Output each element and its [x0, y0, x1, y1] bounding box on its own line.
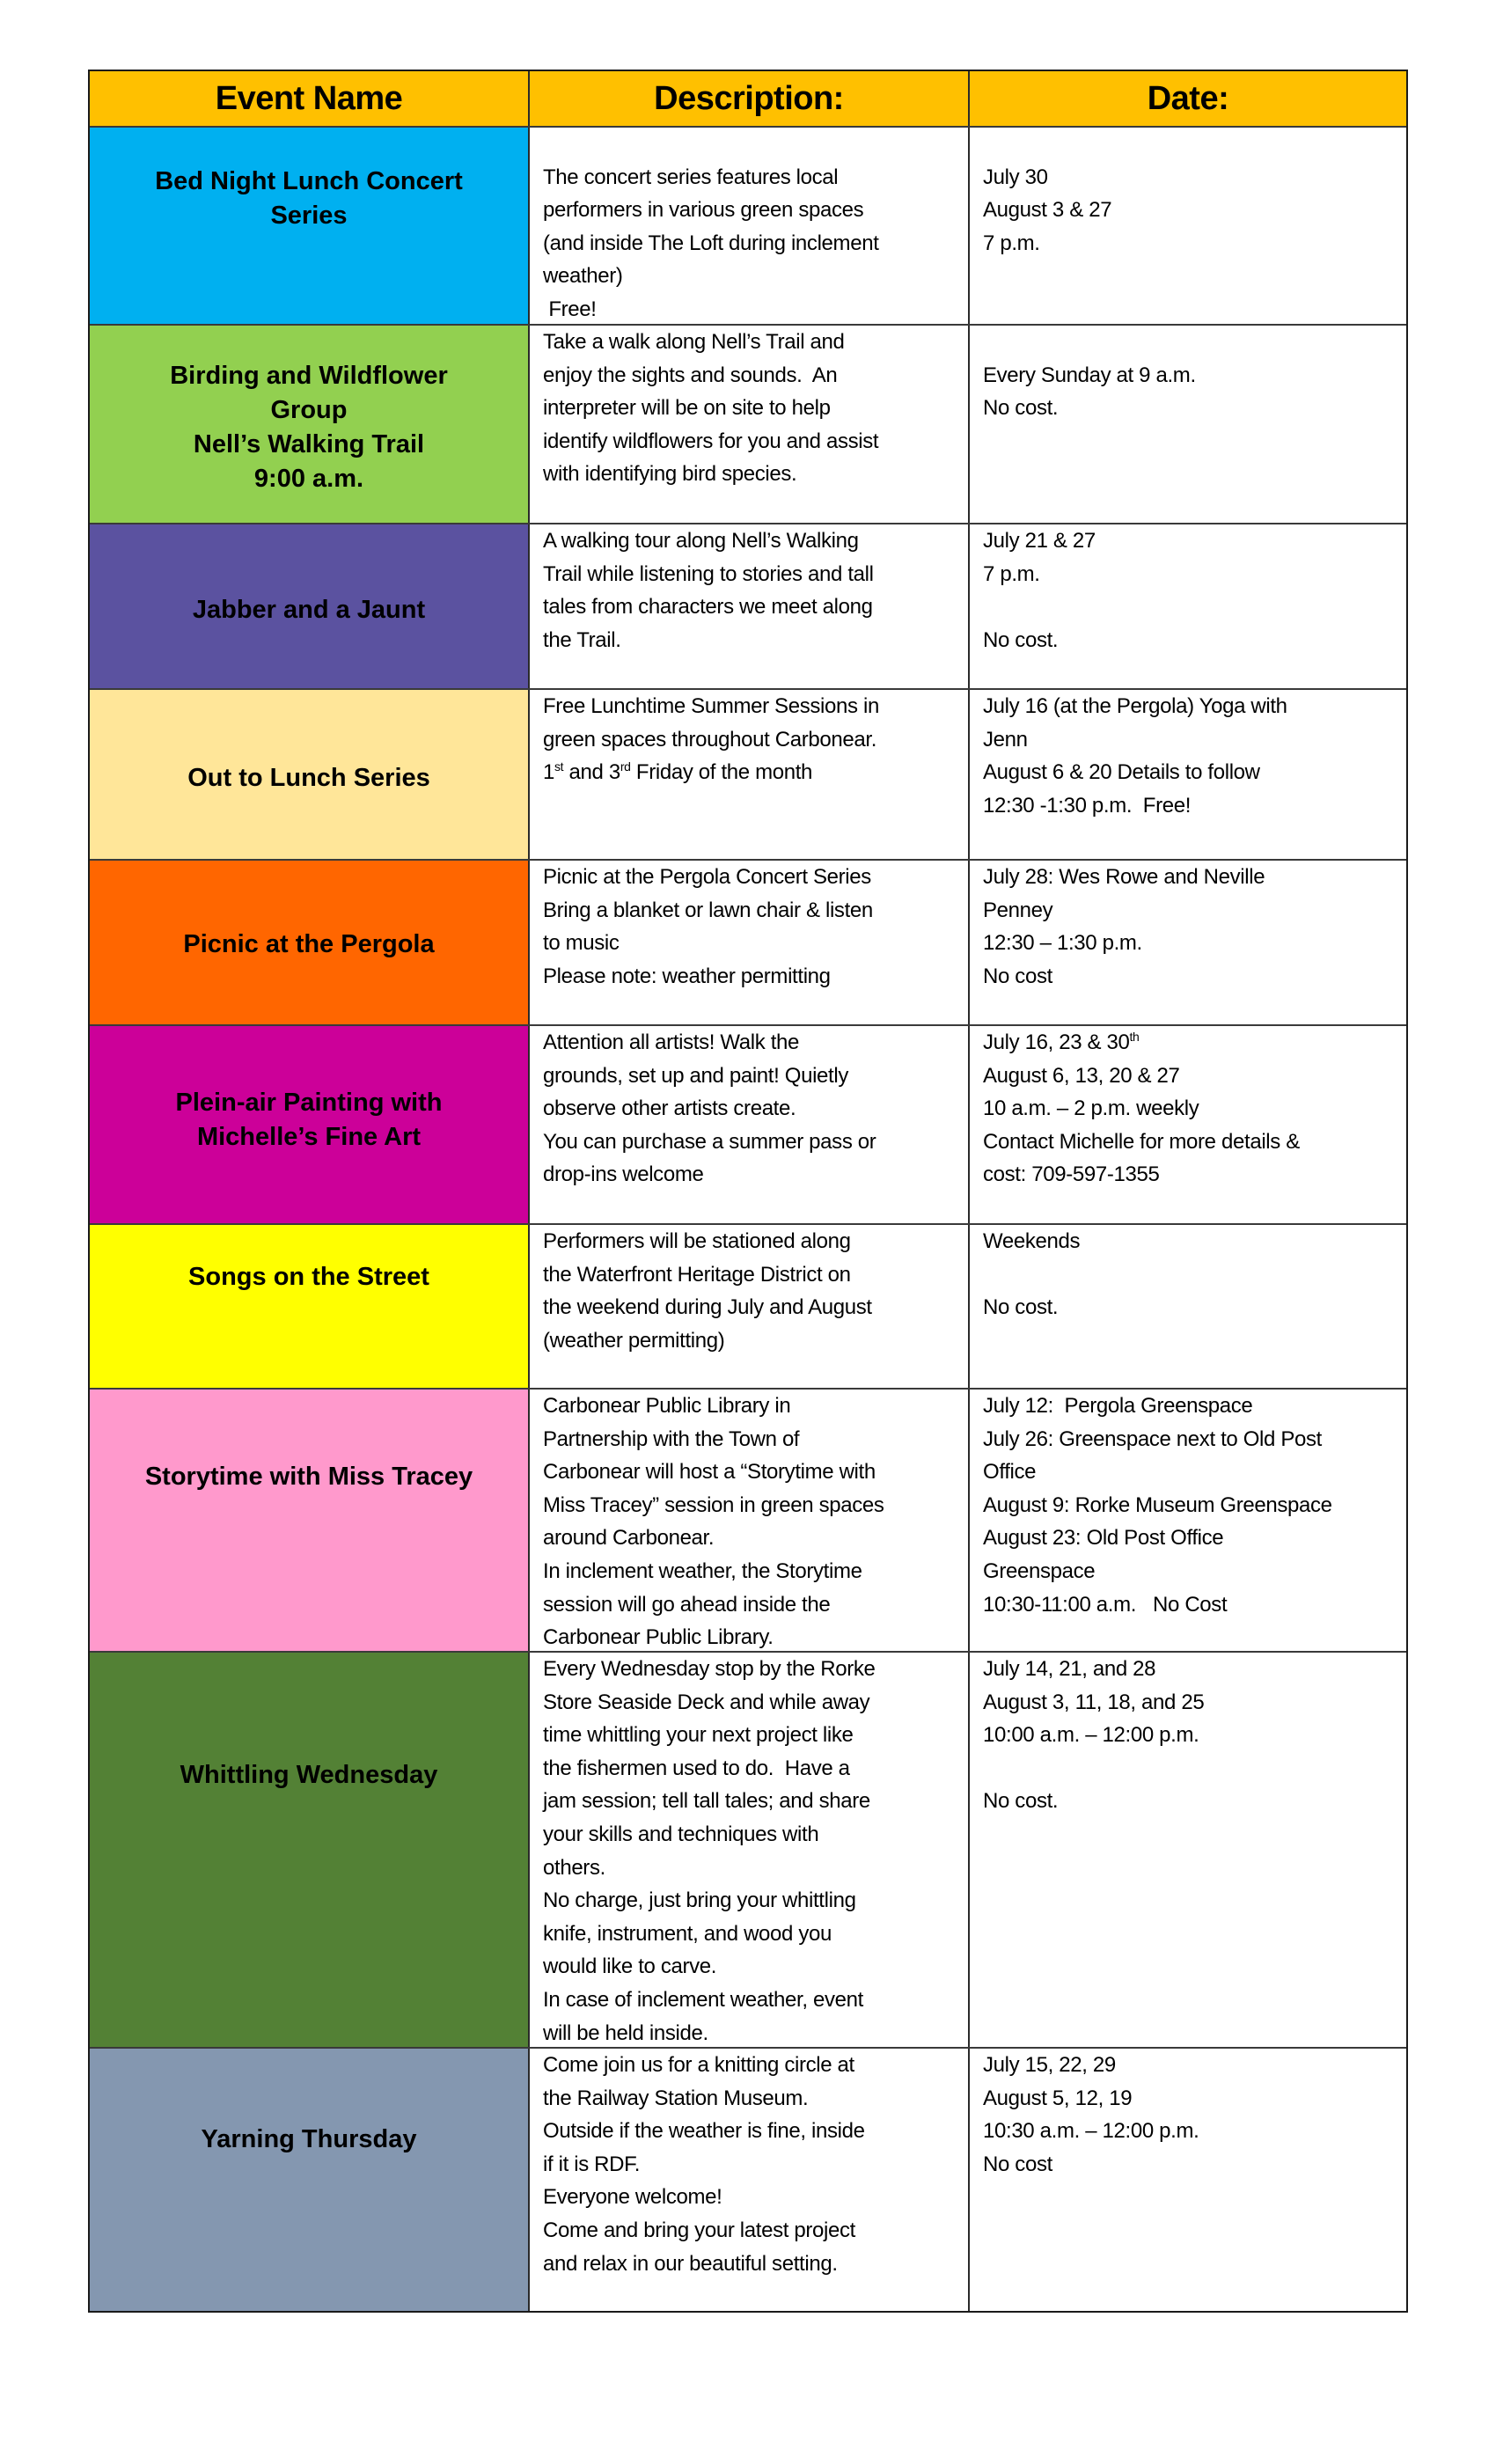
description-line: Free! [543, 297, 597, 321]
event-name-line: Jabber and a Jaunt [192, 596, 426, 624]
table-row [90, 859, 1406, 1024]
date-line: July 14, 21, and 28 [983, 1657, 1156, 1681]
date-line: 10 a.m. – 2 p.m. weekly [983, 1096, 1199, 1121]
date-line: Penney [983, 898, 1053, 922]
event-name-line: Songs on the Street [188, 1263, 429, 1291]
description-line: Carbonear will host a “Storytime with [543, 1460, 876, 1485]
table-row [90, 1388, 1406, 1651]
event-name [90, 1086, 528, 1155]
event-date [970, 2049, 1406, 2311]
description-line: No charge, just bring your whittling [543, 1888, 856, 1913]
date-line: August 5, 12, 19 [983, 2086, 1133, 2110]
event-date [970, 128, 1406, 324]
description-line: your skills and techniques with [543, 1822, 819, 1846]
description-line: others. [543, 1855, 605, 1880]
event-date [970, 1026, 1406, 1223]
date-line: No cost. [983, 396, 1059, 421]
description-line: (weather permitting) [543, 1328, 725, 1353]
description-line: the Railway Station Museum. [543, 2086, 809, 2110]
date-line: 10:00 a.m. – 12:00 p.m. [983, 1723, 1199, 1748]
date-line: No cost. [983, 627, 1059, 652]
date-line: July 12: Pergola Greenspace [983, 1394, 1253, 1418]
event-name [90, 1460, 528, 1494]
table-row [90, 1651, 1406, 2047]
description-line: Trail while listening to stories and tall [543, 561, 874, 586]
date-line [983, 128, 1397, 161]
date-line: Every Sunday at 9 a.m. [983, 363, 1196, 387]
description-line: interpreter will be on site to help [543, 396, 831, 421]
event-name-line: Nell’s Walking Trail [193, 430, 425, 458]
description-line: identify wildflowers for you and assist [543, 429, 879, 453]
event-name [90, 928, 528, 962]
event-name-cell [90, 861, 530, 1024]
description-line: A walking tour along Nell’s Walking [543, 529, 859, 553]
header-date: Date: [1147, 79, 1229, 117]
date-line: July 15, 22, 29 [983, 2053, 1116, 2077]
description-line: observe other artists create. [543, 1096, 796, 1121]
event-name-line: Michelle’s Fine Art [196, 1123, 422, 1151]
date-line: July 16, 23 & 30th [983, 1030, 1140, 1054]
table-row [90, 688, 1406, 859]
description-line: The concert series features local [543, 165, 839, 189]
description-line: In inclement weather, the Storytime [543, 1558, 862, 1583]
description-line: Picnic at the Pergola Concert Series [543, 865, 871, 889]
events-table [88, 70, 1408, 2313]
description-line: with identifying bird species. [543, 462, 797, 487]
description-line: time whittling your next project like [543, 1723, 854, 1748]
event-description [530, 524, 970, 688]
date-line: July 30 [983, 165, 1048, 189]
event-name [90, 761, 528, 796]
event-description [530, 861, 970, 1024]
event-name-cell [90, 1026, 530, 1223]
date-line: No cost. [983, 1789, 1059, 1814]
header-event-name: Event Name [90, 71, 530, 126]
date-line: Contact Michelle for more details & [983, 1129, 1300, 1154]
date-line: 7 p.m. [983, 561, 1040, 586]
table-row [90, 324, 1406, 523]
description-line: jam session; tell tall tales; and share [543, 1789, 870, 1814]
event-name-cell [90, 1653, 530, 2047]
description-line: green spaces throughout Carbonear. [543, 727, 877, 752]
event-name-line: Out to Lunch Series [187, 764, 430, 792]
date-line [983, 590, 1397, 624]
date-line: August 9: Rorke Museum Greenspace [983, 1492, 1332, 1517]
event-name-line: Bed Night Lunch Concert [155, 167, 463, 195]
description-line: Outside if the weather is fine, inside [543, 2119, 865, 2144]
description-line: enjoy the sights and sounds. An [543, 363, 838, 387]
description-line: performers in various green spaces [543, 198, 864, 223]
description-line: if it is RDF. [543, 2152, 641, 2176]
description-line: Partnership with the Town of [543, 1426, 800, 1451]
event-date [970, 326, 1406, 523]
table-header-row [90, 71, 1406, 126]
description-line: the weekend during July and August [543, 1295, 872, 1320]
date-line: cost: 709-597-1355 [983, 1162, 1160, 1187]
description-line: (and inside The Loft during inclement [543, 231, 879, 255]
date-line: No cost. [983, 1295, 1059, 1320]
event-name [90, 593, 528, 627]
header-description: Description: [530, 71, 970, 126]
event-description [530, 1225, 970, 1388]
event-date [970, 1390, 1406, 1651]
description-line: 1st and 3rd Friday of the month [543, 759, 813, 785]
event-description [530, 690, 970, 859]
description-line: Come and bring your latest project [543, 2218, 855, 2242]
description-line: Take a walk along Nell’s Trail and [543, 330, 845, 354]
description-line: will be held inside. [543, 2020, 708, 2045]
description-line: In case of inclement weather, event [543, 1987, 863, 2012]
date-line: 12:30 – 1:30 p.m. [983, 931, 1142, 956]
date-line: Jenn [983, 727, 1028, 752]
description-line: Attention all artists! Walk the [543, 1030, 800, 1054]
description-line: Carbonear Public Library in [543, 1394, 791, 1418]
date-line: 7 p.m. [983, 231, 1040, 255]
table-row [90, 523, 1406, 688]
event-name-line: Picnic at the Pergola [183, 930, 435, 958]
date-line [983, 326, 1397, 359]
event-description [530, 128, 970, 324]
description-line: Carbonear Public Library. [543, 1625, 774, 1650]
event-name [90, 359, 528, 496]
event-name-line: Whittling Wednesday [180, 1761, 438, 1789]
event-name-cell [90, 2049, 530, 2311]
table-row [90, 1223, 1406, 1388]
date-line: July 16 (at the Pergola) Yoga with [983, 694, 1287, 718]
description-line: knife, instrument, and wood you [543, 1921, 832, 1946]
description-line: the Trail. [543, 627, 621, 652]
event-description [530, 2049, 970, 2311]
event-name-cell [90, 1225, 530, 1388]
event-name-line: Series [270, 202, 348, 230]
date-line: No cost [983, 2152, 1052, 2176]
date-line: No cost [983, 964, 1052, 988]
event-name-line: Plein-air Painting with [175, 1089, 443, 1117]
event-name-line: Storytime with Miss Tracey [144, 1463, 473, 1491]
date-line: Office [983, 1460, 1037, 1485]
event-description [530, 1026, 970, 1223]
table-row [90, 2047, 1406, 2311]
event-name-line: Yarning Thursday [201, 2125, 417, 2153]
description-line: the Waterfront Heritage District on [543, 1262, 851, 1287]
event-date [970, 861, 1406, 1024]
event-name-line: 9:00 a.m. [253, 465, 364, 493]
date-line: August 3, 11, 18, and 25 [983, 1690, 1205, 1714]
description-line: grounds, set up and paint! Quietly [543, 1063, 848, 1088]
date-line: 12:30 -1:30 p.m. Free! [983, 793, 1192, 818]
description-line: You can purchase a summer pass or [543, 1129, 876, 1154]
event-name-cell [90, 1390, 530, 1651]
event-description [530, 1390, 970, 1651]
description-line: tales from characters we meet along [543, 595, 873, 620]
event-name [90, 2123, 528, 2157]
event-date [970, 1653, 1406, 2047]
description-line: Miss Tracey” session in green spaces [543, 1492, 884, 1517]
date-line: 10:30 a.m. – 12:00 p.m. [983, 2119, 1199, 2144]
description-line [543, 128, 959, 161]
date-line: 10:30-11:00 a.m. No Cost [983, 1592, 1228, 1617]
table-row [90, 126, 1406, 324]
date-line: July 21 & 27 [983, 529, 1096, 553]
event-name-cell [90, 690, 530, 859]
event-name-cell [90, 326, 530, 523]
description-line: session will go ahead inside the [543, 1592, 831, 1617]
event-name [90, 165, 528, 233]
date-line: August 6, 13, 20 & 27 [983, 1063, 1180, 1088]
description-line: the fishermen used to do. Have a [543, 1756, 850, 1780]
event-description [530, 1653, 970, 2047]
description-line: Bring a blanket or lawn chair & listen [543, 898, 873, 922]
date-line: July 26: Greenspace next to Old Post [983, 1426, 1322, 1451]
event-name [90, 1260, 528, 1294]
date-line: August 23: Old Post Office [983, 1526, 1224, 1551]
description-line: to music [543, 931, 620, 956]
description-line: weather) [543, 264, 623, 289]
description-line: and relax in our beautiful setting. [543, 2251, 838, 2276]
description-line: would like to carve. [543, 1954, 717, 1979]
event-name [90, 1758, 528, 1793]
date-line: August 3 & 27 [983, 198, 1112, 223]
event-name-cell [90, 128, 530, 324]
description-line: drop-ins welcome [543, 1162, 704, 1187]
event-name-line: Group [270, 396, 348, 424]
description-line: Store Seaside Deck and while away [543, 1690, 870, 1714]
date-line [983, 1752, 1397, 1786]
date-line: Weekends [983, 1229, 1081, 1253]
description-line: Everyone welcome! [543, 2185, 722, 2210]
date-line: August 6 & 20 Details to follow [983, 760, 1260, 785]
description-line: Come join us for a knitting circle at [543, 2053, 854, 2077]
description-line: Every Wednesday stop by the Rorke [543, 1657, 876, 1681]
event-name-cell [90, 524, 530, 688]
description-line: Please note: weather permitting [543, 964, 831, 988]
event-description [530, 326, 970, 523]
date-line: Greenspace [983, 1558, 1096, 1583]
description-line: Free Lunchtime Summer Sessions in [543, 694, 879, 718]
event-date [970, 690, 1406, 859]
date-line [983, 1258, 1397, 1292]
date-line: July 28: Wes Rowe and Neville [983, 865, 1265, 889]
table-row [90, 1024, 1406, 1223]
event-name-line: Birding and Wildflower [170, 362, 448, 390]
event-date [970, 1225, 1406, 1388]
event-date [970, 524, 1406, 688]
description-line: around Carbonear. [543, 1526, 715, 1551]
description-line: Performers will be stationed along [543, 1229, 851, 1253]
